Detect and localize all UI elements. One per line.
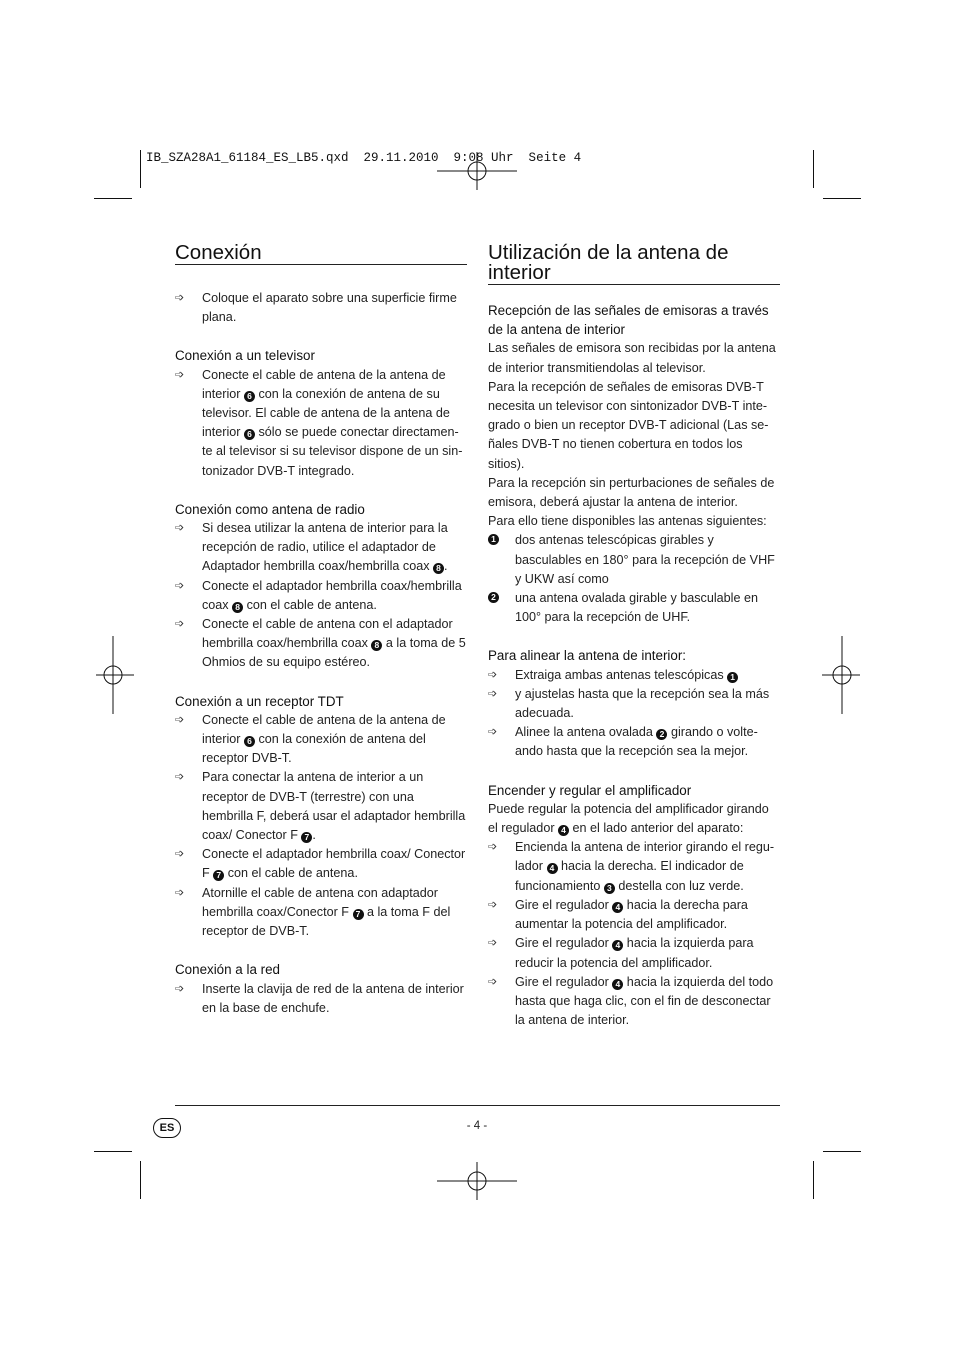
text-segment: Conecte el adaptador hembrilla coax/ Conector F [202, 847, 466, 881]
numbered-item [488, 531, 780, 589]
text-segment: Inserte la clavija de red de la antena de interior en la base de enchufe. [202, 981, 464, 1015]
arrow-bullet-icon: ➩ [175, 886, 185, 899]
text-segment: girando o volte-ando hasta que la recepción sea la mejor. [515, 725, 758, 759]
right-column [488, 243, 780, 1030]
text-segment: Conecte el cable de antena de la antena de interior [202, 367, 446, 401]
crop-mark [94, 1151, 132, 1152]
text-segment: a la toma F del receptor de DVB-T. [202, 904, 451, 939]
list-red [175, 980, 467, 1018]
left-column [175, 243, 467, 1018]
text-segment: a la toma de 5 Ohmios de su equipo estéreo. [202, 636, 466, 670]
subheading-red: Conexión a la red [175, 962, 280, 978]
number-badge-icon: 4 [558, 825, 569, 836]
text-segment: Extraiga ambas antenas telescópicas [515, 667, 728, 682]
number-badge-icon: 6 [244, 391, 255, 402]
number-badge-icon: 3 [604, 883, 615, 894]
number-badge-icon: 4 [612, 940, 623, 951]
list-amp [488, 838, 780, 1030]
list-item-text [202, 886, 450, 938]
arrow-bullet-icon: ➩ [488, 937, 498, 950]
registration-mark-icon [437, 150, 517, 190]
text-segment: Puede regular la potencia del amplificador girando el regulador [488, 801, 769, 836]
text-segment: con el cable de antena. [224, 866, 358, 881]
crop-mark [140, 1161, 141, 1199]
list-item-text [202, 368, 462, 478]
number-badge-icon: 6 [244, 736, 255, 747]
arrow-bullet-icon: ➩ [488, 668, 498, 681]
list-item-text [202, 847, 465, 880]
list-item [488, 666, 780, 685]
subheading-reception: Recepción de las señales de emisoras a través de la antena de interior [488, 303, 769, 338]
text-segment: y ajustelas hasta que la recepción sea la más adecuada. [515, 686, 770, 721]
arrow-bullet-icon: ➩ [488, 726, 498, 739]
number-badge-icon: 4 [612, 979, 623, 990]
arrow-bullet-icon: ➩ [488, 975, 498, 988]
list-item-text [515, 687, 769, 720]
arrow-bullet-icon: ➩ [175, 848, 185, 861]
list-item [488, 723, 780, 761]
text-segment: Gire el regulador [515, 936, 613, 951]
registration-mark-icon [822, 636, 862, 714]
number-badge-icon: 8 [371, 640, 382, 651]
text-segment: hacia la izquierda para reducir la potencia del amplificador. [515, 936, 754, 970]
list-item-text [202, 713, 446, 765]
number-badge-icon: 7 [213, 870, 224, 881]
section-title-utilizacion: Utilización de la antena de interior [488, 243, 780, 285]
list-item [488, 838, 780, 896]
numbered-item [488, 589, 780, 627]
text-segment: Conecte el cable de antena con el adaptador hembrilla coax/hembrilla coax [202, 617, 453, 651]
list-item [175, 768, 467, 845]
list-radio [175, 519, 467, 673]
list-item [488, 896, 780, 934]
language-badge: ES [153, 1118, 181, 1138]
text-segment: hacia la derecha. El indicador de funcionamiento [515, 859, 744, 893]
text-segment: . [444, 559, 448, 574]
subheading-tdt: Conexión a un receptor TDT [175, 693, 344, 709]
text-segment: Para conectar la antena de interior a un receptor de DVB-T (terrestre) con una hembrilla F, deberá usar el adaptador hembrilla coax/ Conector F [202, 770, 466, 843]
number-badge-icon: 4 [612, 902, 623, 913]
list-item-text [202, 982, 464, 1015]
registration-mark-icon [94, 636, 134, 714]
list-item-text [202, 770, 465, 842]
list-item [175, 366, 467, 481]
arrow-bullet-icon: ➩ [175, 579, 185, 592]
number-badge-icon: 2 [488, 592, 499, 603]
list-item [175, 577, 467, 615]
intro-text: Coloque el aparato sobre una superficie firme plana. [202, 291, 457, 325]
list-item [175, 615, 467, 673]
list-item-text [515, 936, 754, 969]
list-item-text [202, 617, 466, 669]
list-item-text [202, 521, 448, 573]
list-item [488, 973, 780, 1031]
list-item-text [515, 975, 773, 1027]
list-item [175, 289, 467, 327]
list-align [488, 666, 780, 762]
paragraph: Para la recepción de señales de emisoras DVB-T necesita un televisor con sintonizador DVB-T inte-grado o bien un receptor DVB-T adicional (Las se-ñales DVB-T no tienen cobertura en todos los sitios). [488, 379, 769, 471]
text-segment: Alinee la antena ovalada [515, 725, 657, 740]
text-segment: hacia la izquierda del todo hasta que haga clic, con el fin de desconectar la antena de interior. [515, 974, 774, 1028]
crop-mark [823, 198, 861, 199]
text-segment: Atornille el cable de antena con adaptador hembrilla coax/Conector F [202, 885, 438, 919]
crop-mark [94, 198, 132, 199]
text-segment: sólo se puede conectar directamen-te al televisor si su televisor dispone de un sin-tonizador DVB-T integrado. [202, 425, 463, 478]
number-badge-icon: 4 [547, 863, 558, 874]
arrow-bullet-icon: ➩ [175, 713, 185, 726]
list-tv [175, 366, 467, 481]
numbered-item-text: una antena ovalada girable y basculable en 100° para la recepción de UHF. [515, 591, 758, 625]
section-title-conexion: Conexión [175, 243, 467, 265]
text-segment: Si desea utilizar la antena de interior para la recepción de radio, utilice el adaptador de Adaptador hembrilla coax/hembrilla coax [202, 521, 448, 574]
text-segment: con el cable de antena. [243, 597, 377, 612]
crop-mark [813, 1161, 814, 1199]
registration-mark-icon [437, 1162, 517, 1202]
subheading-radio: Conexión como antena de radio [175, 501, 365, 517]
text-segment: con la conexión de antena del receptor DVB-T. [202, 732, 426, 766]
number-badge-icon: 1 [488, 534, 499, 545]
paragraph: Para ello tiene disponibles las antenas siguientes: [488, 514, 767, 529]
list-item [175, 519, 467, 577]
text-segment: Gire el regulador [515, 974, 613, 989]
subheading-align: Para alinear la antena de interior: [488, 648, 687, 664]
list-item-text [515, 668, 738, 682]
text-segment: Encienda la antena de interior girando el regu-lador [515, 840, 775, 874]
arrow-bullet-icon: ➩ [175, 982, 185, 995]
number-badge-icon: 7 [353, 909, 364, 920]
list-item [175, 980, 467, 1018]
subheading-amp: Encender y regular el amplificador [488, 782, 692, 798]
text-segment: destella con luz verde. [614, 878, 744, 893]
number-badge-icon: 7 [301, 832, 312, 843]
number-badge-icon: 1 [727, 672, 738, 683]
text-segment: hacia la derecha para aumentar la potencia del amplificador. [515, 897, 748, 932]
text-segment: . [312, 828, 316, 843]
text-segment: Conecte el cable de antena de la antena de interior [202, 712, 446, 747]
list-item [175, 884, 467, 942]
list-item [175, 845, 467, 883]
number-badge-icon: 8 [232, 602, 243, 613]
arrow-bullet-icon: ➩ [175, 771, 185, 784]
list-item-text [515, 898, 748, 931]
number-badge-icon: 6 [244, 429, 255, 440]
footer-rule [175, 1105, 780, 1106]
number-badge-icon: 2 [656, 729, 667, 740]
paragraph: Las señales de emisora son recibidas por la antena de interior transmitiendolas al televisor. [488, 341, 776, 375]
page-number: - 4 - [466, 1120, 488, 1132]
arrow-bullet-icon: ➩ [488, 898, 498, 911]
print-file-header: IB_SZA28A1_61184_ES_LB5.qxd 29.11.2010 9:08 Uhr Seite 4 [146, 151, 582, 165]
text-segment: con la conexión de antena de su televisor. El cable de antena de la antena de interior [202, 386, 450, 440]
list-item-text [515, 840, 774, 892]
arrow-bullet-icon: ➩ [175, 368, 185, 381]
crop-mark [813, 150, 814, 188]
arrow-bullet-icon: ➩ [488, 687, 498, 700]
subheading-tv: Conexión a un televisor [175, 348, 315, 364]
crop-mark [140, 150, 141, 188]
numbered-item-text: dos antenas telescópicas girables y basculables en 180° para la recepción de VHF y UKW así como [515, 533, 775, 586]
text-segment: Gire el regulador [515, 897, 613, 912]
paragraph: Para la recepción sin perturbaciones de señales de emisora, deberá ajustar la antena de interior. [488, 475, 775, 510]
number-badge-icon: 8 [433, 563, 444, 574]
list-tdt [175, 711, 467, 941]
arrow-bullet-icon: ➩ [488, 841, 498, 854]
crop-mark [823, 1151, 861, 1152]
list-item [175, 711, 467, 769]
text-segment: en el lado anterior del aparato: [569, 821, 744, 836]
list-item-text [202, 579, 462, 612]
text-segment: Conecte el adaptador hembrilla coax/hembrilla coax [202, 578, 462, 612]
arrow-bullet-icon: ➩ [175, 618, 185, 631]
amp-intro [488, 800, 780, 838]
list-item-text [515, 725, 758, 758]
list-item [488, 685, 780, 723]
list-item [488, 934, 780, 972]
arrow-bullet-icon: ➩ [175, 522, 185, 535]
arrow-bullet-icon: ➩ [175, 292, 185, 304]
